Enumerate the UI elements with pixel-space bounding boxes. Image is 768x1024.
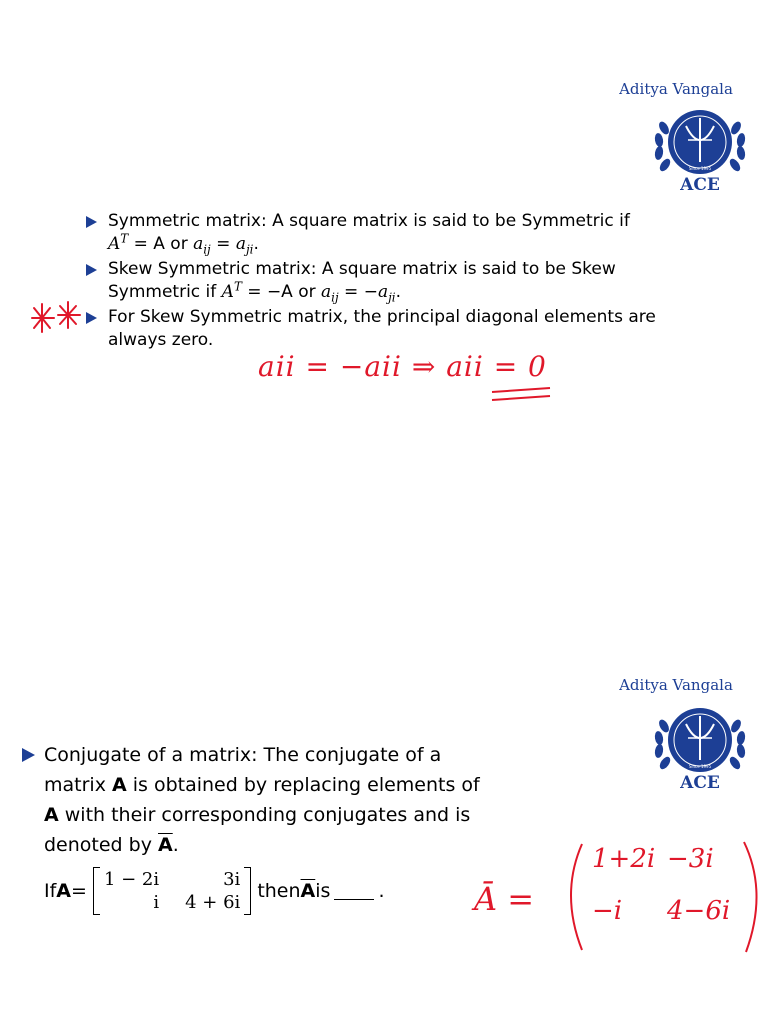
bullet-skew-symmetric: Skew Symmetric matrix: A square matrix is said to be Skew Symmetric if $A^T = -A$ or $a_{ij} = -a_{ji}$. [86,258,656,304]
bullet-triangle-icon [22,748,35,762]
logo-text: ACE [680,175,720,194]
handwritten-equation: aii = −aii ⇒ aii = 0 [258,350,598,420]
logo-text: ACE [680,773,720,792]
svg-text:**: ** [28,300,29,301]
bullet-triangle-icon [86,216,97,228]
author-name: Aditya Vangala [619,80,733,98]
question-line: If A = 1 − 2i 3i i 4 + 6i then $\overline{A}$ is . [44,869,385,913]
handwritten-answer: Ā = 1+2i −3i −i 4−6i [474,832,764,967]
handwritten-stars [28,300,88,340]
matrix-A: 1 − 2i 3i i 4 + 6i [93,867,251,915]
ace-logo [650,702,750,792]
bullet-diagonal-zero: For Skew Symmetric matrix, the principal diagonal elements are always zero. [86,306,656,352]
bullet-triangle-icon [86,264,97,276]
author-name: Aditya Vangala [619,676,733,694]
answer-blank [334,883,374,900]
logo-since-text: Since 1995 [688,166,712,171]
bullet-list [22,740,492,862]
bullet-symmetric: Symmetric matrix: A square matrix is said to be Symmetric if $A^T = A$ or $a_{ij} = a_{ji}$. [86,210,656,256]
ace-logo [650,104,750,194]
bullet-conjugate: Conjugate of a matrix: The conjugate of a matrix A is obtained by replacing elements of A with their corresponding conjugates and is denoted by $\overline{A}$. [22,740,492,860]
logo-since-text: Since 1995 [688,764,712,769]
slide-2 [0,512,768,1024]
bullet-list [86,210,656,354]
